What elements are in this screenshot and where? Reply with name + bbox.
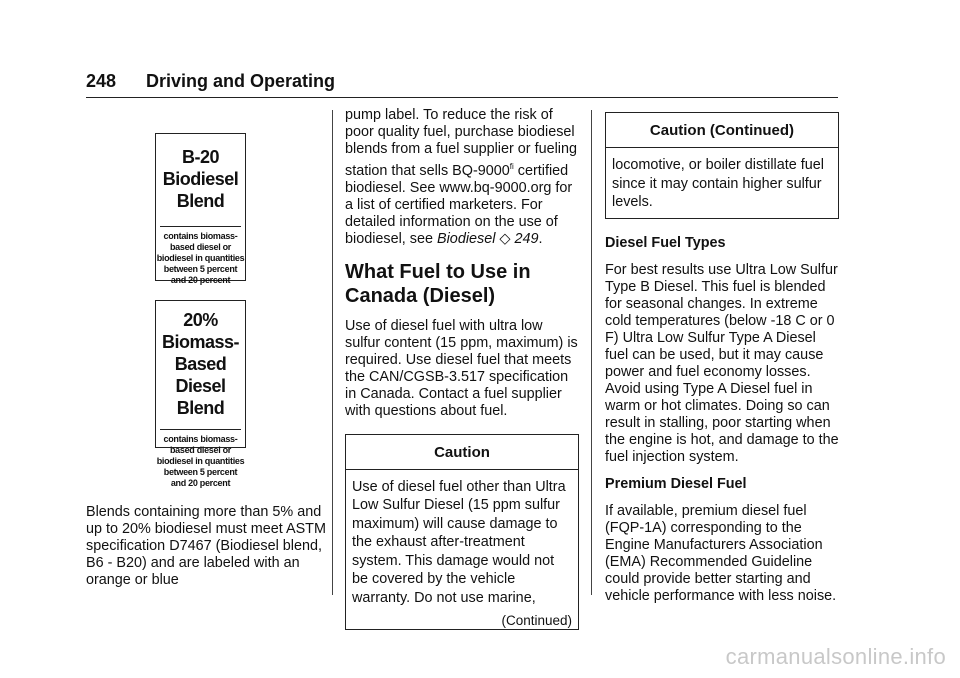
- diesel-types-paragraph: For best results use Ultra Low Sulfur Type B Diesel. This fuel is blended for seasonal changes. In extreme cold temperatures (below -18 C or 0 F) Ultra Low Sulfur Type A Diesel fuel can be used, but it may cause power and fuel economy losses. Avoid using Type A Diesel fuel in warm or hot climates. Doing so can result in stalling, poor starting when the engine is hot, and damage to the fuel injection system.: [605, 261, 839, 465]
- caution-title: Caution (Continued): [606, 113, 838, 148]
- page-ref-icon: ◇: [499, 230, 511, 247]
- biodiesel-link[interactable]: Biodiesel: [437, 230, 496, 247]
- blend-paragraph: Blends containing more than 5% and up to 20% biodiesel must meet ASTM specification D7467 (Biodiesel blend, B6 - B20) and are labeled with an orange or blue: [86, 504, 326, 588]
- column-1: [86, 504, 326, 599]
- column-2: [345, 107, 579, 642]
- caution-continued: (Continued): [501, 613, 572, 629]
- header-rule: [86, 97, 838, 98]
- superscript: fi: [509, 162, 514, 171]
- page-header: [86, 71, 335, 92]
- label-divider: [160, 226, 241, 227]
- caution-box: [345, 434, 579, 631]
- caution-body: locomotive, or boiler distillate fuel since it may contain higher sulfur levels.: [612, 157, 824, 210]
- biodiesel-label-20-percent: [155, 300, 246, 488]
- subheading-diesel-fuel-types: Diesel Fuel Types: [605, 234, 726, 251]
- label-text: contains biomass-based diesel or biodiesel in quantities between 5 percent and 20 percent: [156, 434, 245, 488]
- subheading-premium-diesel: Premium Diesel Fuel: [605, 475, 747, 492]
- page-ref-link[interactable]: 249: [514, 230, 539, 247]
- premium-diesel-paragraph: If available, premium diesel fuel (FQP-1A) corresponding to the Engine Manufacturers Association (EMA) Recommended Guideline could provide better starting and vehicle performance with less noise.: [605, 502, 837, 604]
- column-3: [605, 112, 839, 615]
- watermark: carmanualsonline.info: [725, 644, 946, 669]
- section-title: Driving and Operating: [146, 71, 336, 91]
- column-divider: [591, 110, 592, 595]
- biodiesel-paragraph: [345, 107, 579, 248]
- caution-title: Caution: [346, 435, 578, 470]
- label-title: B-20 Biodiesel Blend: [162, 147, 239, 211]
- canada-diesel-paragraph: Use of diesel fuel with ultra low sulfur content (15 ppm, maximum) is required. Use diesel fuel that meets the CAN/CGSB-3.517 specification in Canada. Contact a fuel supplier with questions about fuel.: [345, 317, 578, 419]
- paragraph-end: .: [538, 230, 543, 247]
- column-divider: [332, 110, 333, 595]
- paragraph-text: certified biodiesel. See www.bq-9000.org for a list of certified marketers. For detailed information on the use of biodiesel, see: [345, 162, 573, 247]
- page-number: 248: [86, 71, 117, 91]
- caution-continued-box: [605, 112, 839, 219]
- section-heading: What Fuel to Use in Canada (Diesel): [345, 260, 531, 307]
- caution-body: Use of diesel fuel other than Ultra Low Sulfur Diesel (15 ppm sulfur maximum) will cause damage to the exhaust after-treatment system. This damage would not be covered by the vehicle warranty. Do not use marine,: [352, 478, 566, 606]
- label-title: 20% Biomass-Based Diesel Blend: [161, 310, 240, 418]
- label-divider: [160, 429, 241, 430]
- label-text: contains biomass-based diesel or biodiesel in quantities between 5 percent and 20 percent: [156, 231, 245, 285]
- biodiesel-label-b20: [155, 133, 246, 285]
- paragraph-text: pump label. To reduce the risk of poor quality fuel, purchase biodiesel blends from a fuel supplier or fueling station that sells BQ-9000: [345, 107, 577, 179]
